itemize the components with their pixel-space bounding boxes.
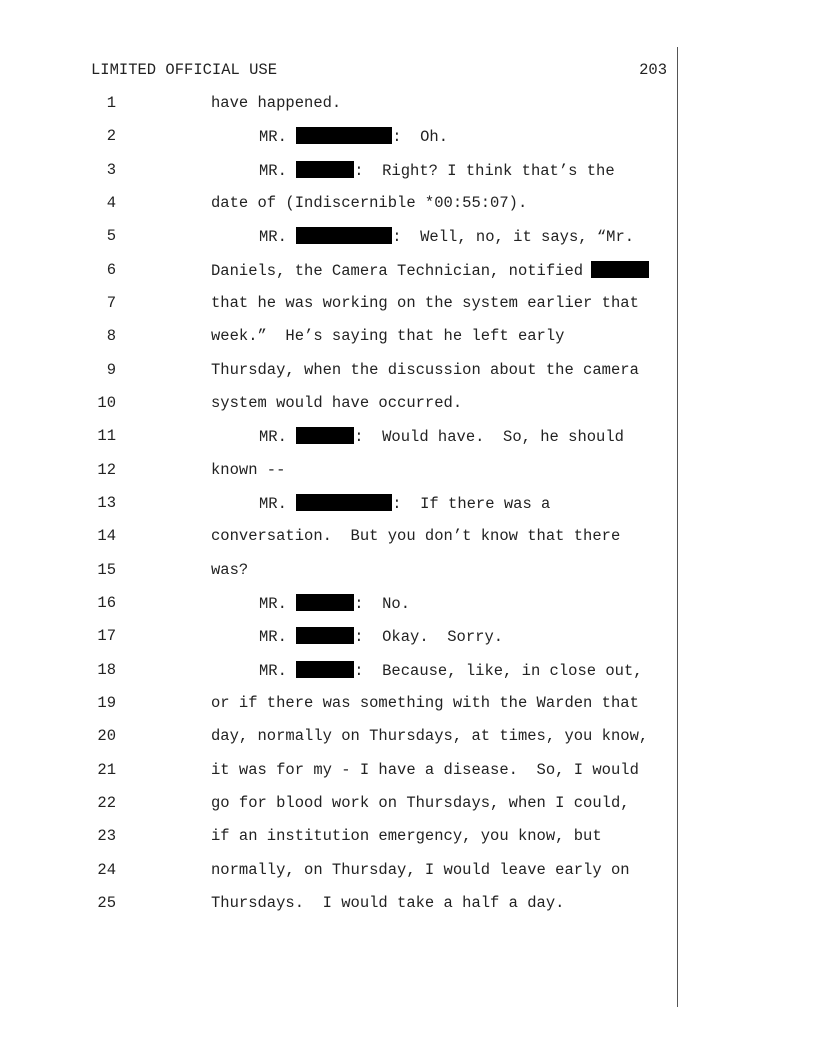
speaker-prefix: MR.	[259, 428, 287, 446]
transcript-line: if an institution emergency, you know, but	[211, 827, 602, 845]
redaction-box	[296, 227, 392, 244]
line-number: 10	[97, 394, 116, 412]
line-number: 12	[97, 461, 116, 479]
transcript-line: it was for my - I have a disease. So, I would	[211, 761, 639, 779]
line-number: 21	[97, 761, 116, 779]
transcript-line	[259, 594, 410, 613]
redaction-box	[296, 627, 354, 644]
line-number: 3	[106, 161, 116, 179]
transcript-line	[259, 161, 615, 180]
transcript-line: or if there was something with the Warden that	[211, 694, 639, 712]
header-classification: LIMITED OFFICIAL USE	[91, 61, 278, 79]
line-number: 4	[106, 194, 116, 212]
line-number: 13	[97, 494, 116, 512]
transcript-line: conversation. But you don’t know that there	[211, 527, 621, 545]
line-number: 5	[106, 227, 116, 245]
redaction-box	[296, 661, 354, 678]
transcript-line	[259, 427, 624, 446]
line-number: 8	[106, 327, 116, 345]
transcript-line: go for blood work on Thursdays, when I could,	[211, 794, 630, 812]
speaker-text: : Would have. So, he should	[354, 428, 624, 446]
line-number: 1	[106, 94, 116, 112]
transcript-line	[259, 227, 634, 246]
speaker-text: : Oh.	[392, 128, 449, 146]
line-number: 25	[97, 894, 116, 912]
transcript-line: Thursdays. I would take a half a day.	[211, 894, 565, 912]
line-number: 6	[106, 261, 116, 279]
line-number: 19	[97, 694, 116, 712]
speaker-text: : No.	[354, 595, 411, 613]
speaker-prefix: MR.	[259, 628, 287, 646]
transcript-line: have happened.	[211, 94, 342, 112]
line-number: 11	[97, 427, 116, 445]
redaction-box	[296, 494, 392, 511]
transcript-line	[259, 627, 503, 646]
line-number: 15	[97, 561, 116, 579]
speaker-text: : Well, no, it says, “Mr.	[392, 228, 635, 246]
line-number: 9	[106, 361, 116, 379]
transcript-line: date of (Indiscernible *00:55:07).	[211, 194, 528, 212]
transcript-line: known --	[211, 461, 286, 479]
speaker-prefix: MR.	[259, 662, 287, 680]
transcript-line	[259, 127, 448, 146]
speaker-text: : Right? I think that’s the	[354, 162, 615, 180]
redaction-box	[591, 261, 649, 278]
line-number: 2	[106, 127, 116, 145]
speaker-prefix: MR.	[259, 495, 287, 513]
line-number: 20	[97, 727, 116, 745]
transcript-line: Thursday, when the discussion about the camera	[211, 361, 639, 379]
line-number: 18	[97, 661, 116, 679]
line-number: 14	[97, 527, 116, 545]
transcript-line: system would have occurred.	[211, 394, 463, 412]
speaker-prefix: MR.	[259, 595, 287, 613]
transcript-line	[259, 494, 550, 513]
redaction-box	[296, 127, 392, 144]
transcript-line: was?	[211, 561, 249, 579]
transcript-line: that he was working on the system earlier that	[211, 294, 639, 312]
redaction-box	[296, 161, 354, 178]
line-number: 7	[106, 294, 116, 312]
speaker-text: : If there was a	[392, 495, 551, 513]
line-number: 22	[97, 794, 116, 812]
line-number: 17	[97, 627, 116, 645]
transcript-line: week.” He’s saying that he left early	[211, 327, 565, 345]
speaker-text: : Because, like, in close out,	[354, 662, 643, 680]
page-number: 203	[639, 61, 667, 79]
speaker-prefix: MR.	[259, 228, 287, 246]
line-number: 24	[97, 861, 116, 879]
transcript-line	[211, 261, 649, 280]
line-text: Daniels, the Camera Technician, notified	[211, 262, 584, 280]
line-number: 16	[97, 594, 116, 612]
speaker-prefix: MR.	[259, 128, 287, 146]
transcript-line	[259, 661, 643, 680]
transcript-line: day, normally on Thursdays, at times, you know,	[211, 727, 649, 745]
transcript-line: normally, on Thursday, I would leave early on	[211, 861, 630, 879]
line-number: 23	[97, 827, 116, 845]
speaker-prefix: MR.	[259, 162, 287, 180]
redaction-box	[296, 594, 354, 611]
speaker-text: : Okay. Sorry.	[354, 628, 504, 646]
redaction-box	[296, 427, 354, 444]
right-margin-rule	[677, 47, 678, 1007]
